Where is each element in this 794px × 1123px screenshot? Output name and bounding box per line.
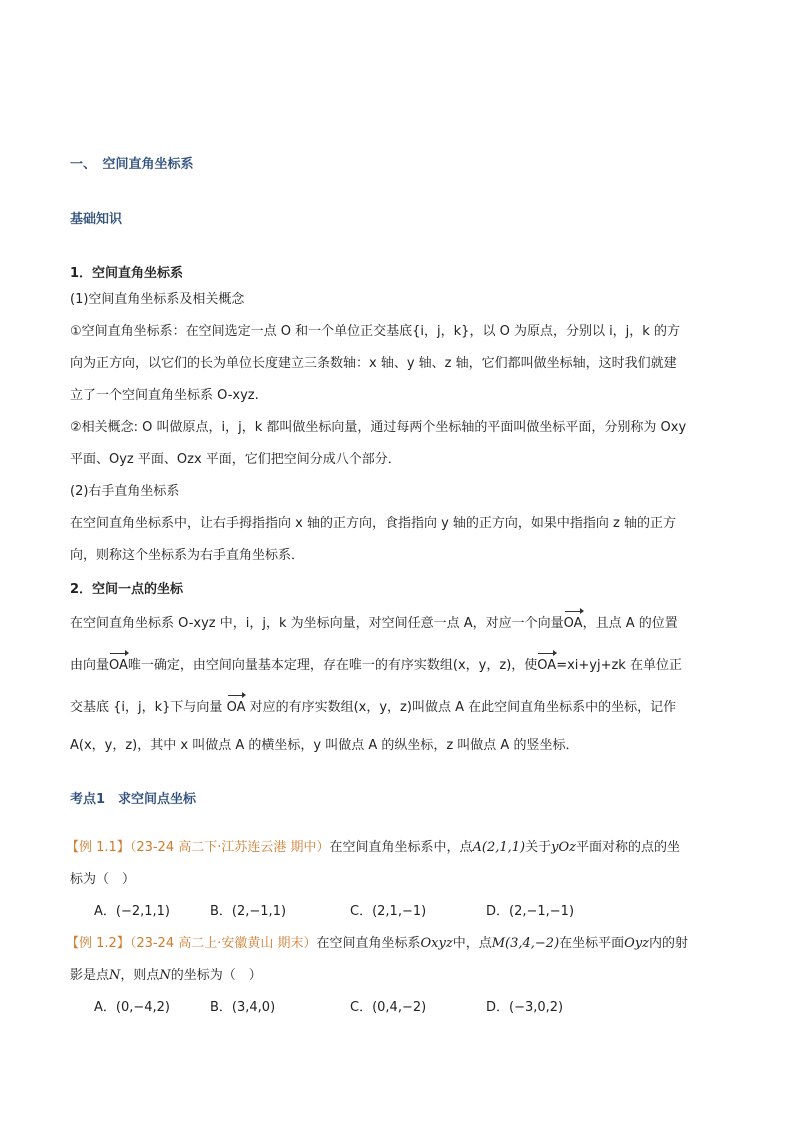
vector-oa: OA [227, 698, 246, 718]
text: 在坐标平面 [559, 936, 625, 951]
paragraph-line: ②相关概念: O 叫做原点，i，j，k 都叫做坐标向量，通过每两个坐标轴的平面叫做坐标平面，分别称为 Oxy [70, 420, 687, 435]
text: 对应的有序实数组(x，y，z)叫做点 A 在此空间直角坐标系中的坐标，记作 [245, 700, 677, 715]
paragraph-line: 在空间直角坐标系中，让右手拇指指向 x 轴的正方向，食指指向 y 轴的正方向，如果中指指向 z 轴的正方 [70, 516, 677, 531]
text: 在空间直角坐标系 O-xyz 中，i，j，k 为坐标向量，对空间任意一点 A，对应一个向量 [70, 616, 564, 631]
text: 中，点 [452, 936, 492, 951]
section-2-heading: 2．空间一点的坐标 [70, 582, 184, 597]
math-system: Oxyz [420, 936, 453, 951]
example-source: （23-24 高二上·安徽黄山 期末） [129, 936, 317, 951]
math-point: A(2,1,1) [472, 840, 526, 855]
text: 由向量 [70, 658, 110, 673]
example-1-2-question-cont [70, 966, 262, 986]
text: 唯一确定，由空间向量基本定理，存在唯一的有序实数组(x，y，z)，使 [127, 658, 538, 673]
paragraph-line: A(x，y，z)，其中 x 叫做点 A 的横坐标，y 叫做点 A 的纵坐标，z 叫做点 A 的竖坐标． [70, 738, 579, 753]
paragraph-line: 向，则称这个坐标系为右手直角坐标系． [70, 548, 305, 563]
option-b: B．(2,−1,1) [210, 904, 287, 919]
section-1-subheading-2: (2)右手直角坐标系 [70, 484, 180, 499]
paragraph-line [70, 656, 682, 676]
option-b: B．(3,4,0) [210, 1000, 276, 1015]
example-tag: 【例 1.1】 [66, 840, 130, 855]
text: 内的射 [649, 936, 689, 951]
example-1-2-question [66, 934, 688, 954]
text: =xi+yj+zk 在单位正 [556, 658, 682, 673]
option-a: A．(0,−4,2) [94, 1000, 171, 1015]
text: 交基底 {i，j，k}下与向量 [70, 700, 227, 715]
example-1-1-question [66, 838, 680, 858]
paragraph-line [70, 614, 678, 634]
paragraph-line: 平面、Oyz 平面、Ozx 平面，它们把空间分成八个部分． [70, 452, 401, 467]
math-plane: Oyz [624, 936, 650, 951]
text: 平面对称的点的坐 [576, 840, 681, 855]
vector-oa: OA [537, 656, 556, 676]
option-d: D．(−3,0,2) [486, 1000, 564, 1015]
kaodian-heading: 考点1 求空间点坐标 [70, 792, 197, 807]
section-1-heading: 1．空间直角坐标系 [70, 266, 184, 281]
example-tag: 【例 1.2】 [66, 936, 130, 951]
math-point: N [159, 968, 171, 983]
text: 在空间直角坐标系 [316, 936, 421, 951]
example-1-1-question-cont: 标为（ ） [70, 872, 136, 887]
example-source: （23-24 高二下·江苏连云港 期中） [129, 840, 330, 855]
text: 的坐标为（ ） [170, 968, 262, 983]
math-plane: yOz [551, 840, 576, 855]
option-c: C．(2,1,−1) [350, 904, 427, 919]
text: 关于 [525, 840, 552, 855]
math-point: N [109, 968, 121, 983]
text: ，且点 A 的位置 [582, 616, 678, 631]
section-title: 一、 空间直角坐标系 [70, 157, 194, 172]
option-a: A．(−2,1,1) [94, 904, 171, 919]
paragraph-line [70, 698, 676, 718]
option-c: C．(0,4,−2) [350, 1000, 427, 1015]
paragraph-line: ①空间直角坐标系：在空间选定一点 O 和一个单位正交基底{i，j，k}，以 O 为原点，分别以 i，j，k 的方 [70, 324, 680, 339]
paragraph-line: 立了一个空间直角坐标系 O-xyz. [70, 388, 259, 403]
vector-oa: OA [109, 656, 128, 676]
text: 在空间直角坐标系中，点 [329, 840, 473, 855]
paragraph-line: 向为正方向，以它们的长为单位长度建立三条数轴：x 轴、y 轴、z 轴，它们都叫做坐标轴，这时我们就建 [70, 356, 677, 371]
vector-oa: OA [564, 614, 583, 634]
text: ，则点 [120, 968, 160, 983]
basics-heading: 基础知识 [70, 212, 123, 227]
text: 影是点 [70, 968, 110, 983]
section-1-subheading-1: (1)空间直角坐标系及相关概念 [70, 292, 245, 307]
math-point: M(3,4,−2) [491, 936, 560, 951]
option-d: D．(2,−1,−1) [486, 904, 575, 919]
